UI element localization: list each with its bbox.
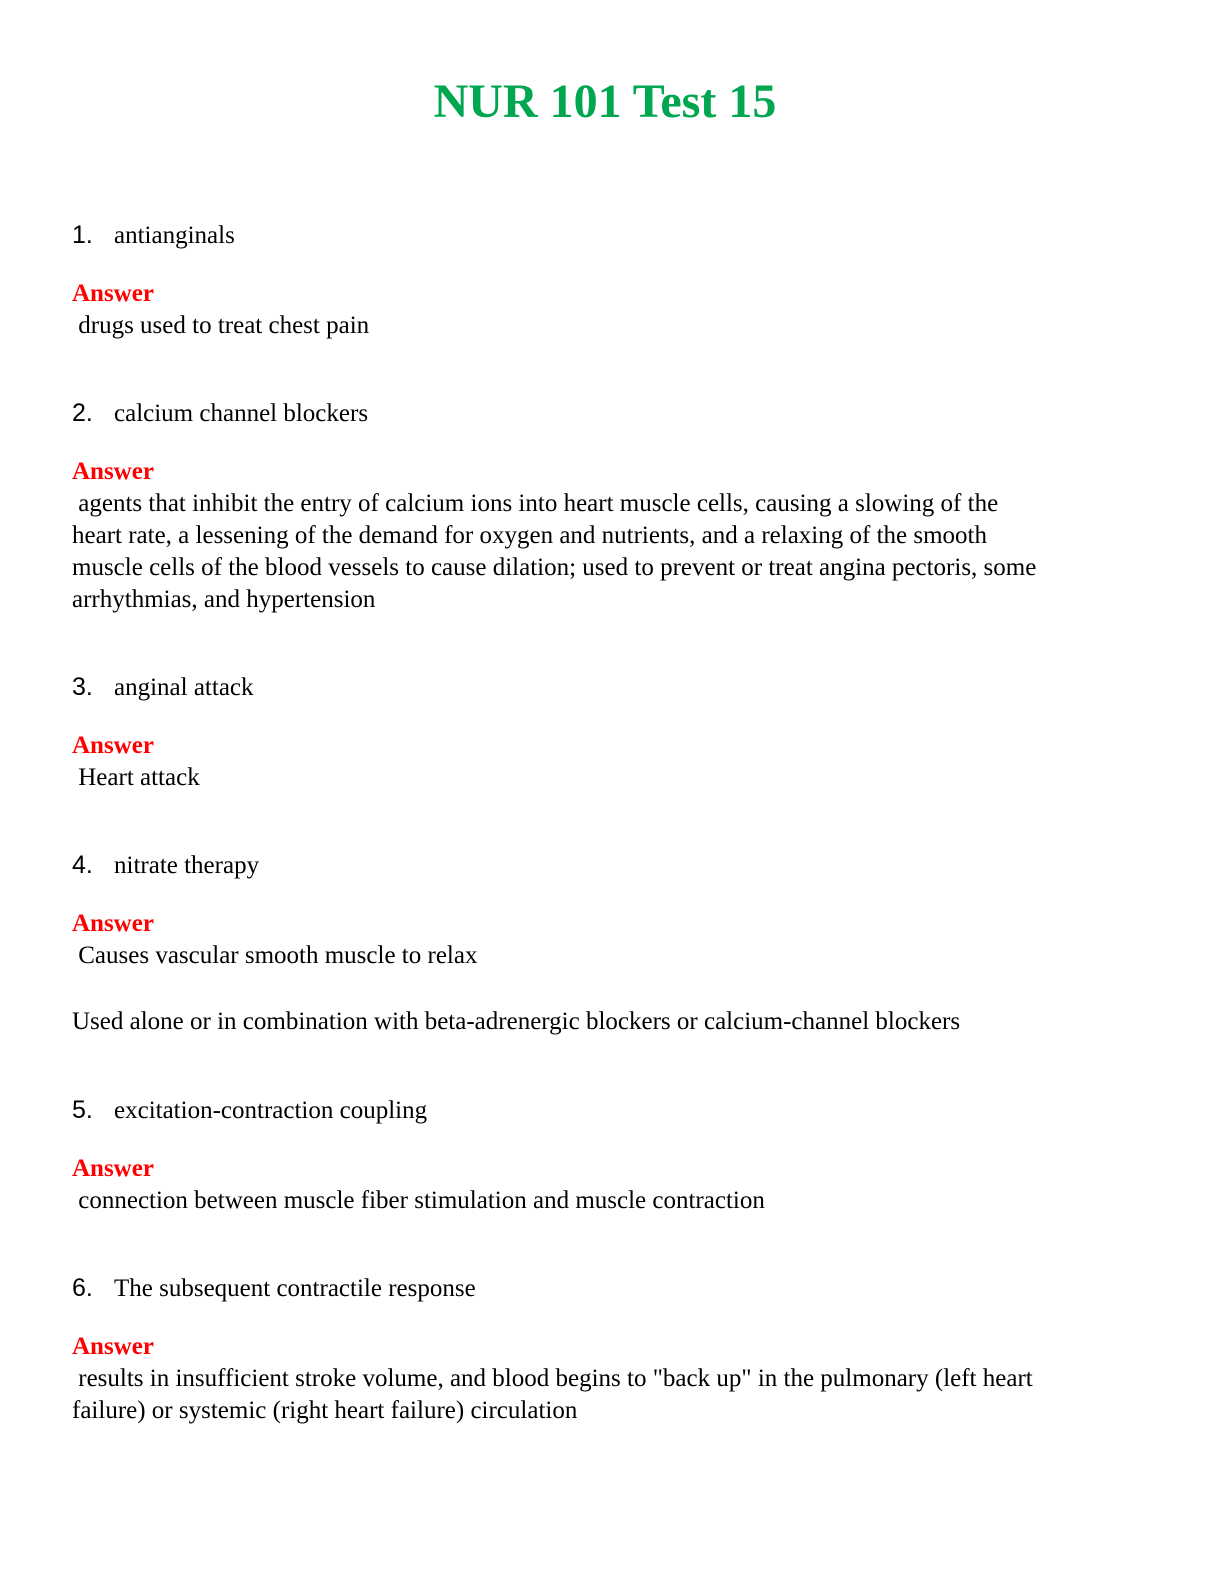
question-text: anginal attack xyxy=(114,674,254,701)
question-number: 1. xyxy=(72,221,93,249)
question xyxy=(72,396,1152,430)
qa-item-1 xyxy=(72,218,1152,342)
answer-text: Heart attack xyxy=(72,764,200,791)
qa-item-3 xyxy=(72,670,1152,794)
answer-text: Causes vascular smooth muscle to relax xyxy=(72,942,478,969)
question-text: The subsequent contractile response xyxy=(114,1275,476,1302)
qa-item-2 xyxy=(72,396,1152,616)
answer-text: results in insufficient stroke volume, and blood begins to "back up" in the pulmonary (left heart failure) or systemic (right heart failure) circulation xyxy=(72,1365,1033,1424)
answer-text: agents that inhibit the entry of calcium ions into heart muscle cells, causing a slowing of the heart rate, a lessening of the demand for oxygen and nutrients, and a relaxing of the smooth muscle cells of the blood vessels to cause dilation; used to prevent or treat angina pectoris, some arrhythmias, and hypertension xyxy=(72,490,1037,613)
answer-note: Used alone or in combination with beta-adrenergic blockers or calcium-channel blockers xyxy=(72,1008,961,1035)
question-text: excitation-contraction coupling xyxy=(114,1097,428,1124)
question-text: nitrate therapy xyxy=(114,852,260,879)
question xyxy=(72,1093,1152,1127)
question-text: antianginals xyxy=(114,222,235,249)
question xyxy=(72,848,1152,882)
question-text: calcium channel blockers xyxy=(114,400,369,427)
question xyxy=(72,218,1152,252)
question xyxy=(72,1271,1152,1305)
answer-text: connection between muscle fiber stimulation and muscle contraction xyxy=(72,1187,765,1214)
answer-label: Answer xyxy=(72,280,154,307)
qa-item-6 xyxy=(72,1271,1152,1427)
question-number: 5. xyxy=(72,1096,93,1124)
qa-item-5 xyxy=(72,1093,1152,1217)
answer-label: Answer xyxy=(72,910,154,937)
question-number: 2. xyxy=(72,399,93,427)
question-number: 3. xyxy=(72,673,93,701)
question-number: 4. xyxy=(72,851,93,879)
answer-text: drugs used to treat chest pain xyxy=(72,312,370,339)
answer-label: Answer xyxy=(72,1333,154,1360)
question xyxy=(72,670,1152,704)
answer-label: Answer xyxy=(72,732,154,759)
answer-label: Answer xyxy=(72,1155,154,1182)
question-number: 6. xyxy=(72,1274,93,1302)
page-title: NUR 101 Test 15 xyxy=(433,75,777,128)
answer-label: Answer xyxy=(72,458,154,485)
qa-item-4 xyxy=(72,848,1152,1038)
